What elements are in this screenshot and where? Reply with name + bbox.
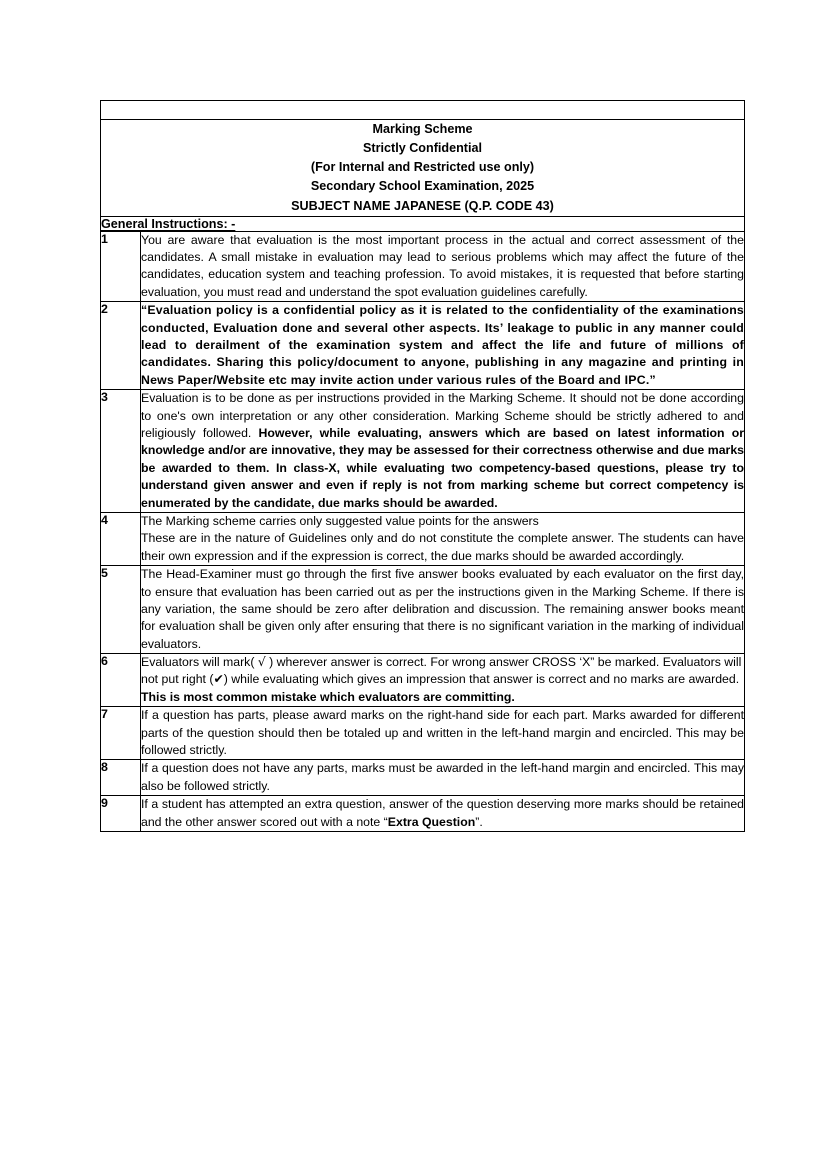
table-row <box>101 390 745 513</box>
instruction-9-bold-part: Extra Question <box>387 814 476 829</box>
instruction-paragraph <box>141 796 744 831</box>
table-row <box>101 654 745 707</box>
instruction-paragraph <box>141 390 744 512</box>
instruction-paragraph: If a question has parts, please award marks on the right-hand side for each part. Marks awarded for different parts of the question should then be totaled up and written in the left-hand margin and encircled. This may be followed strictly. <box>141 708 744 758</box>
general-instructions-label: General Instructions: - <box>101 216 236 231</box>
instruction-paragraph <box>141 654 744 706</box>
instruction-4-line-1: The Marking scheme carries only suggested value points for the answers <box>141 513 539 528</box>
instruction-4-line-2: These are in the nature of Guidelines only and do not constitute the complete answer. The students can have their own expression and if the expression is correct, the due marks should be awarded accordingly. <box>141 531 744 563</box>
instruction-3-regular-part: Evaluation is to be done as per instructions provided in the Marking Scheme. It should not be done according to one's own interpretation or any other consideration. Marking Scheme should be strictly adhered to and religiously followed. <box>141 391 744 440</box>
instruction-6-segment-1: Evaluators will mark( <box>141 655 258 670</box>
check-mark-icon: ✔ <box>213 672 224 687</box>
instruction-3-bold-part: However, while evaluating, answers which are based on latest information or knowledge and/or are innovative, they may be assessed for their correctness otherwise and due marks be awarded to them. In class-X, while evaluating two competency-based questions, please try to understand given answer and even if reply is not from marking scheme but correct competency is enumerated by the candidate, due marks should be awarded. <box>141 426 745 510</box>
instruction-9-regular-part: If a student has attempted an extra question, answer of the question deserving more marks should be retained and the other answer scored out with a note “ <box>141 797 744 829</box>
marking-scheme-table <box>100 100 745 832</box>
instruction-text-8 <box>141 760 745 796</box>
radical-tick-icon: √ <box>257 655 266 670</box>
instruction-number-3: 3 <box>101 390 141 513</box>
instruction-number-9: 9 <box>101 796 141 832</box>
instruction-6-segment-3: ) while evaluating which gives an impression that answer is correct and no marks are awarded. <box>223 672 740 687</box>
instruction-text-9 <box>141 796 745 832</box>
instruction-text-2 <box>141 302 745 390</box>
general-instructions-row <box>101 216 745 231</box>
instruction-paragraph: You are aware that evaluation is the most important process in the actual and correct assessment of the candidates. A small mistake in evaluation may lead to serious problems which may affect the future of the candidates, education system and teaching profession. To avoid mistakes, it is requested that before starting evaluation, you must read and understand the spot evaluation guidelines carefully. <box>141 232 744 299</box>
instruction-text-3 <box>141 390 745 513</box>
instruction-number-1: 1 <box>101 231 141 302</box>
table-row <box>101 566 745 654</box>
table-row <box>101 796 745 832</box>
header-line-internal-restricted-use: (For Internal and Restricted use only) <box>310 160 535 175</box>
instruction-paragraph: The Head-Examiner must go through the first five answer books evaluated by each evaluator on the first day, to ensure that evaluation has been carried out as per the instructions given in the Marking Scheme. If there is any variation, the same should be zero after delibration and discussion. The remaining answer books meant for evaluation shall be given only after ensuring that there is no significant variation in the marking of individual evaluators. <box>141 567 744 651</box>
instruction-9-tail: ”. <box>475 814 483 829</box>
instruction-text-4 <box>141 512 745 565</box>
instruction-text-1 <box>141 231 745 302</box>
table-row <box>101 231 745 302</box>
instruction-number-6: 6 <box>101 654 141 707</box>
header-line-subject-name-code: SUBJECT NAME JAPANESE (Q.P. CODE 43) <box>291 198 554 213</box>
instruction-paragraph: If a question does not have any parts, marks must be awarded in the left-hand margin and encircled. This may also be followed strictly. <box>141 761 744 793</box>
instruction-text-7 <box>141 707 745 760</box>
instruction-number-8: 8 <box>101 760 141 796</box>
instruction-text-6 <box>141 654 745 707</box>
instruction-text-5 <box>141 566 745 654</box>
table-row <box>101 707 745 760</box>
header-line-strictly-confidential: Strictly Confidential <box>363 141 482 156</box>
table-row <box>101 512 745 565</box>
table-row <box>101 760 745 796</box>
header-line-examination-year: Secondary School Examination, 2025 <box>310 179 535 194</box>
instruction-6-bold-tail: This is most common mistake which evaluators are committing. <box>141 689 515 704</box>
instruction-number-7: 7 <box>101 707 141 760</box>
table-top-spacer-cell <box>101 101 745 120</box>
instruction-number-2: 2 <box>101 302 141 390</box>
document-header <box>101 120 745 217</box>
instruction-paragraph-bold: “Evaluation policy is a confidential policy as it is related to the confidentiality of the examinations conducted, Evaluation done and several other aspects. Its’ leakage to public in any manner could lead to derailment of the examination system and affect the life and future of millions of candidates. Sharing this policy/document to anyone, publishing in any magazine and printing in News Paper/Website etc may invite action under various rules of the Board and IPC.” <box>141 303 744 387</box>
instruction-number-5: 5 <box>101 566 141 654</box>
header-row <box>101 120 745 217</box>
general-instructions-heading <box>101 216 745 231</box>
instruction-number-4: 4 <box>101 512 141 565</box>
instruction-6-segment-2: ) wherever answer is correct. For wrong answer CROSS ‘X” be marked. Evaluators will not put right ( <box>141 655 742 687</box>
table-top-spacer-row <box>101 101 745 120</box>
header-line-marking-scheme: Marking Scheme <box>372 122 473 136</box>
table-row <box>101 302 745 390</box>
